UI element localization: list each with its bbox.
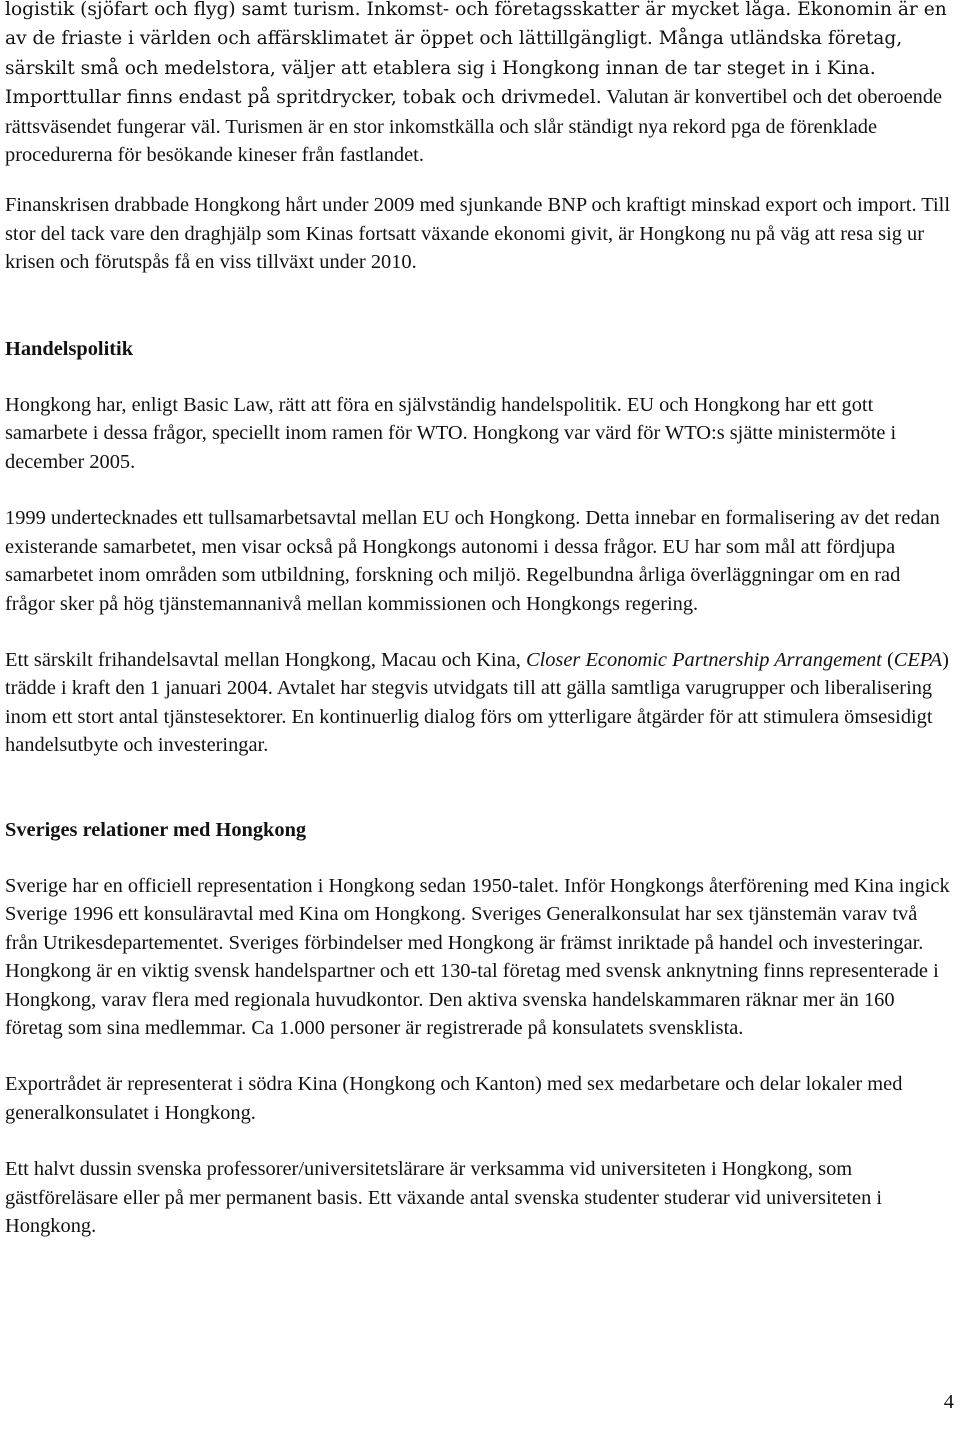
paragraph-economy-part1: logistik (sjöfart och flyg) samt turism. Inkomst- och företagsskatter är mycket låga. Ekonomin är en av de friaste i världen och affärsklimatet är öppet och lättillgängligt. Många utländska företag, särskilt små och medelstora, väljer att etablera sig i Hongkong innan de tar steget in i Kina. Importtullar finns endast på spritdrycker, tobak och drivmedel. [5,0,947,109]
paragraph-customs-agreement: 1999 undertecknades ett tullsamarbetsavtal mellan EU och Hongkong. Detta innebar en formalisering av det redan existerande samarbetet, men visar också på Hongkongs autonomi i dessa frågor. EU har som mål att fördjupa samarbetet inom områden som utbildning, forskning och miljö. Regelbundna årliga överläggningar om en rad frågor sker på hög tjänstemannanivå mellan kommissionen och Hongkongs regering. [5,507,940,615]
paragraph-cepa [5,646,955,760]
cepa-abbreviation: CEPA [893,648,943,671]
cepa-text-paren: ( [881,648,894,671]
document-page [5,0,955,1268]
page-number: 4 [943,1391,954,1413]
heading-trade-policy: Handelspolitik [5,337,134,360]
paragraph-export-council: Exportrådet är representerat i södra Kina (Hongkong och Kanton) med sex medarbetare och delar lokaler med generalkonsulatet i Hongkong. [5,1073,903,1124]
paragraph-professors: Ett halvt dussin svenska professorer/universitetslärare är verksamma vid universiteten i Hongkong, som gästföreläsare eller på mer permanent basis. Ett växande antal svenska studenter studerar vid universiteten i Hongkong. [5,1158,883,1237]
cepa-italic-title: Closer Economic Partnership Arrangement [525,648,882,671]
heading-swedish-relations: Sveriges relationer med Hongkong [5,818,307,841]
cepa-text-before: Ett särskilt frihandelsavtal mellan Hongkong, Macau och Kina, [5,648,526,671]
paragraph-financial-crisis: Finanskrisen drabbade Hongkong hårt under 2009 med sjunkande BNP och kraftigt minskad export och import. Till stor del tack vare den draghjälp som Kinas fortsatt växande ekonomi givit, är Hongkong nu på väg att resa sig ur krisen och förutspås få en viss tillväxt under 2010. [5,194,951,274]
paragraph-basic-law: Hongkong har, enligt Basic Law, rätt att föra en självständig handelspolitik. EU och Hongkong har ett gott samarbete i dessa frågor, speciellt inom ramen för WTO. Hongkong var värd för WTO:s sjätte ministermöte i december 2005. [5,394,897,473]
paragraph-swedish-representation: Sverige har en officiell representation i Hongkong sedan 1950-talet. Inför Hongkongs återförening med Kina ingick Sverige 1996 ett konsuläravtal med Kina om Hongkong. Sveriges Generalkonsulat har sex tjänstemän varav två från Utrikesdepartementet. Sveriges förbindelser med Hongkong är främst inriktade på handel och investeringar. Hongkong är en viktig svensk handelspartner och ett 130-tal företag med svensk anknytning finns representerade i Hongkong, varav flera med regionala huvudkontor. Den aktiva svenska handelskammaren räknar mer än 160 företag som sina medlemmar. Ca 1.000 personer är registrerade på konsulatets svensklista. [5,874,950,1039]
paragraph-economy-part2: Valutan är konvertibel och det oberoende rättsväsendet fungerar väl. Turismen är en stor inkomstkälla och slår ständigt nya rekord pga de förenklade procedurerna för besökande kineser från fastlandet. [5,86,943,167]
paragraph-economy [5,0,955,169]
cepa-text-after: ) trädde i kraft den 1 januari 2004. Avtalet har stegvis utvidgats till att gälla samtliga varugrupper och liberalisering inom ett stort antal tjänstesektorer. En kontinuerlig dialog förs om ytterligare åtgärder för att stimulera ömsesidigt handelsutbyte och investeringar. [5,648,949,757]
